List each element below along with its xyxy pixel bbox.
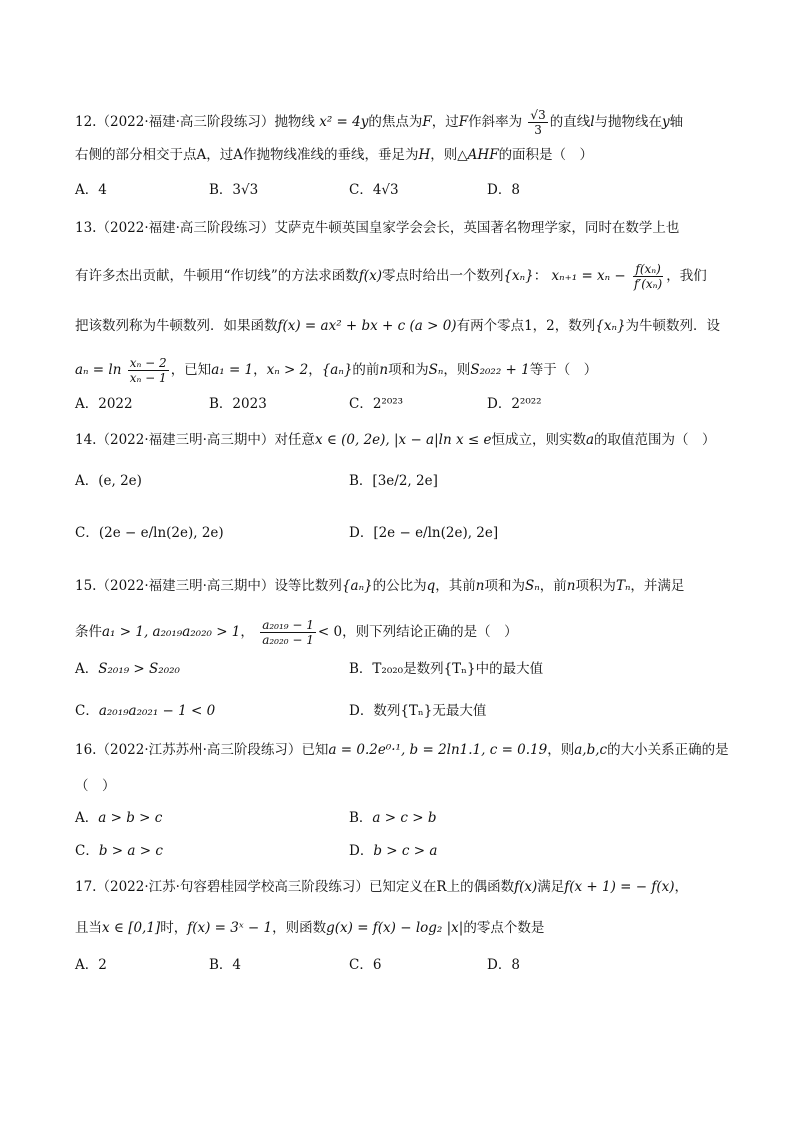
q15-option-a[interactable]: A．S₂₀₁₉ > S₂₀₂₀ xyxy=(75,661,180,677)
q17-stem-line1: 17.（2022·江苏·句容碧桂园学校高三阶段练习）已知定义在R上的偶函数f(x)满足f(x + 1) = − f(x)， xyxy=(75,879,689,895)
q16-option-d[interactable]: D．b > c > a xyxy=(349,843,438,859)
q13-stem-line1: 13.（2022·福建·高三阶段练习）艾萨克牛顿英国皇家学会会长，英国著名物理学家，同时在数学上也 xyxy=(75,220,680,236)
q17-stem-line2: 且当x ∈ [0,1]时，f(x) = 3ˣ − 1，则函数g(x) = f(x) − log₂ |x|的零点个数是 xyxy=(75,920,545,936)
q13-stem-line2: 有许多杰出贡献，牛顿用“作切线”的方法求函数f(x)零点时给出一个数列{xₙ}： xₙ₊₁ = xₙ − $\frac{\text{f(xₙ)}}{\text{f′(xₙ)}}$ ，我们 xyxy=(75,262,707,291)
q15-stem-line1: 15.（2022·福建三明·高三期中）设等比数列{aₙ}的公比为q，其前n项和为Sₙ，前n项积为Tₙ，并满足 xyxy=(75,578,685,594)
q12-option-b[interactable]: B．3√3 xyxy=(209,182,259,198)
q17-option-d[interactable]: D．8 xyxy=(487,957,520,973)
q16-stem-line1: 16.（2022·江苏苏州·高三阶段练习）已知a = 0.2e⁰·¹, b = 2ln1.1, c = 0.19，则a,b,c的大小关系正确的是 xyxy=(75,742,729,758)
q12-option-d[interactable]: D．8 xyxy=(487,182,520,198)
q13-stem-line3: 把该数列称为牛顿数列．如果函数f(x) = ax² + bx + c (a > 0)有两个零点1，2，数列{xₙ}为牛顿数列．设 xyxy=(75,318,721,334)
q13-newton-fraction: $\frac{\text{f(xₙ)}}{\text{f′(xₙ)}}$ xyxy=(634,262,663,291)
q17-option-a[interactable]: A．2 xyxy=(75,957,107,973)
q16-option-a[interactable]: A．a > b > c xyxy=(75,810,163,826)
q15-stem-line2: 条件a₁ > 1, a₂₀₁₉a₂₀₂₀ > 1， $\frac{\text{a₂₀₁₉ − 1}}{\text{a₂₀₂₀ − 1}}$ < 0，则下列结论正确的是（ ） xyxy=(75,618,518,647)
q14-option-d[interactable]: D．[2e − e/ln(2e), 2e] xyxy=(349,525,499,541)
q12-stem-line2: 右侧的部分相交于点A，过A作抛物线准线的垂线，垂足为H，则△AHF的面积是（ ） xyxy=(75,147,594,163)
q15-option-c[interactable]: C．a₂₀₁₉a₂₀₂₁ − 1 < 0 xyxy=(75,703,216,719)
q17-option-b[interactable]: B．4 xyxy=(209,957,242,973)
q13-option-b[interactable]: B．2023 xyxy=(209,396,267,412)
q13-option-d[interactable]: D．2²⁰²² xyxy=(487,396,542,412)
q13-option-c[interactable]: C．2²⁰²³ xyxy=(349,396,404,412)
q13-an-fraction: $\frac{\text{xₙ − 2}}{\text{xₙ − 1}}$ xyxy=(129,356,167,385)
q15-condition-fraction: $\frac{\text{a₂₀₁₉ − 1}}{\text{a₂₀₂₀ − 1}}$ xyxy=(262,618,314,647)
q14-option-b[interactable]: B．[3e/2, 2e] xyxy=(349,473,438,489)
q12-option-a[interactable]: A．4 xyxy=(75,182,107,198)
q16-option-b[interactable]: B．a > c > b xyxy=(349,810,437,826)
q17-option-c[interactable]: C．6 xyxy=(349,957,382,973)
q13-option-a[interactable]: A．2022 xyxy=(75,396,133,412)
q16-stem-line2: （ ） xyxy=(75,778,116,794)
q14-stem: 14.（2022·福建三明·高三期中）对任意x ∈ (0, 2e), |x − a|ln x ≤ e恒成立，则实数a的取值范围为（ ） xyxy=(75,432,716,448)
q14-option-c[interactable]: C．(2e − e/ln(2e), 2e) xyxy=(75,525,224,541)
q13-stem-line4: aₙ = ln $\frac{\text{xₙ − 2}}{\text{xₙ − 1}}$ ，已知a₁ = 1，xₙ > 2，{aₙ}的前n项和为Sₙ，则S₂₀₂₂ + 1等于（ ） xyxy=(75,356,598,385)
q12-stem-line1: 12.（2022·福建·高三阶段练习）抛物线 x² = 4y的焦点为F，过F作斜率为 $\frac{√3}{3}$ 的直线l与抛物线在y轴 xyxy=(75,108,684,137)
q14-option-a[interactable]: A．(e, 2e) xyxy=(75,473,142,489)
q15-option-b[interactable]: B．T₂₀₂₀是数列{Tₙ}中的最大值 xyxy=(349,661,544,677)
q16-option-c[interactable]: C．b > a > c xyxy=(75,843,163,859)
q12-option-c[interactable]: C．4√3 xyxy=(349,182,399,198)
q12-slope-fraction: $\frac{√3}{3}$ xyxy=(530,108,546,137)
q15-option-d[interactable]: D．数列{Tₙ}无最大值 xyxy=(349,703,487,719)
